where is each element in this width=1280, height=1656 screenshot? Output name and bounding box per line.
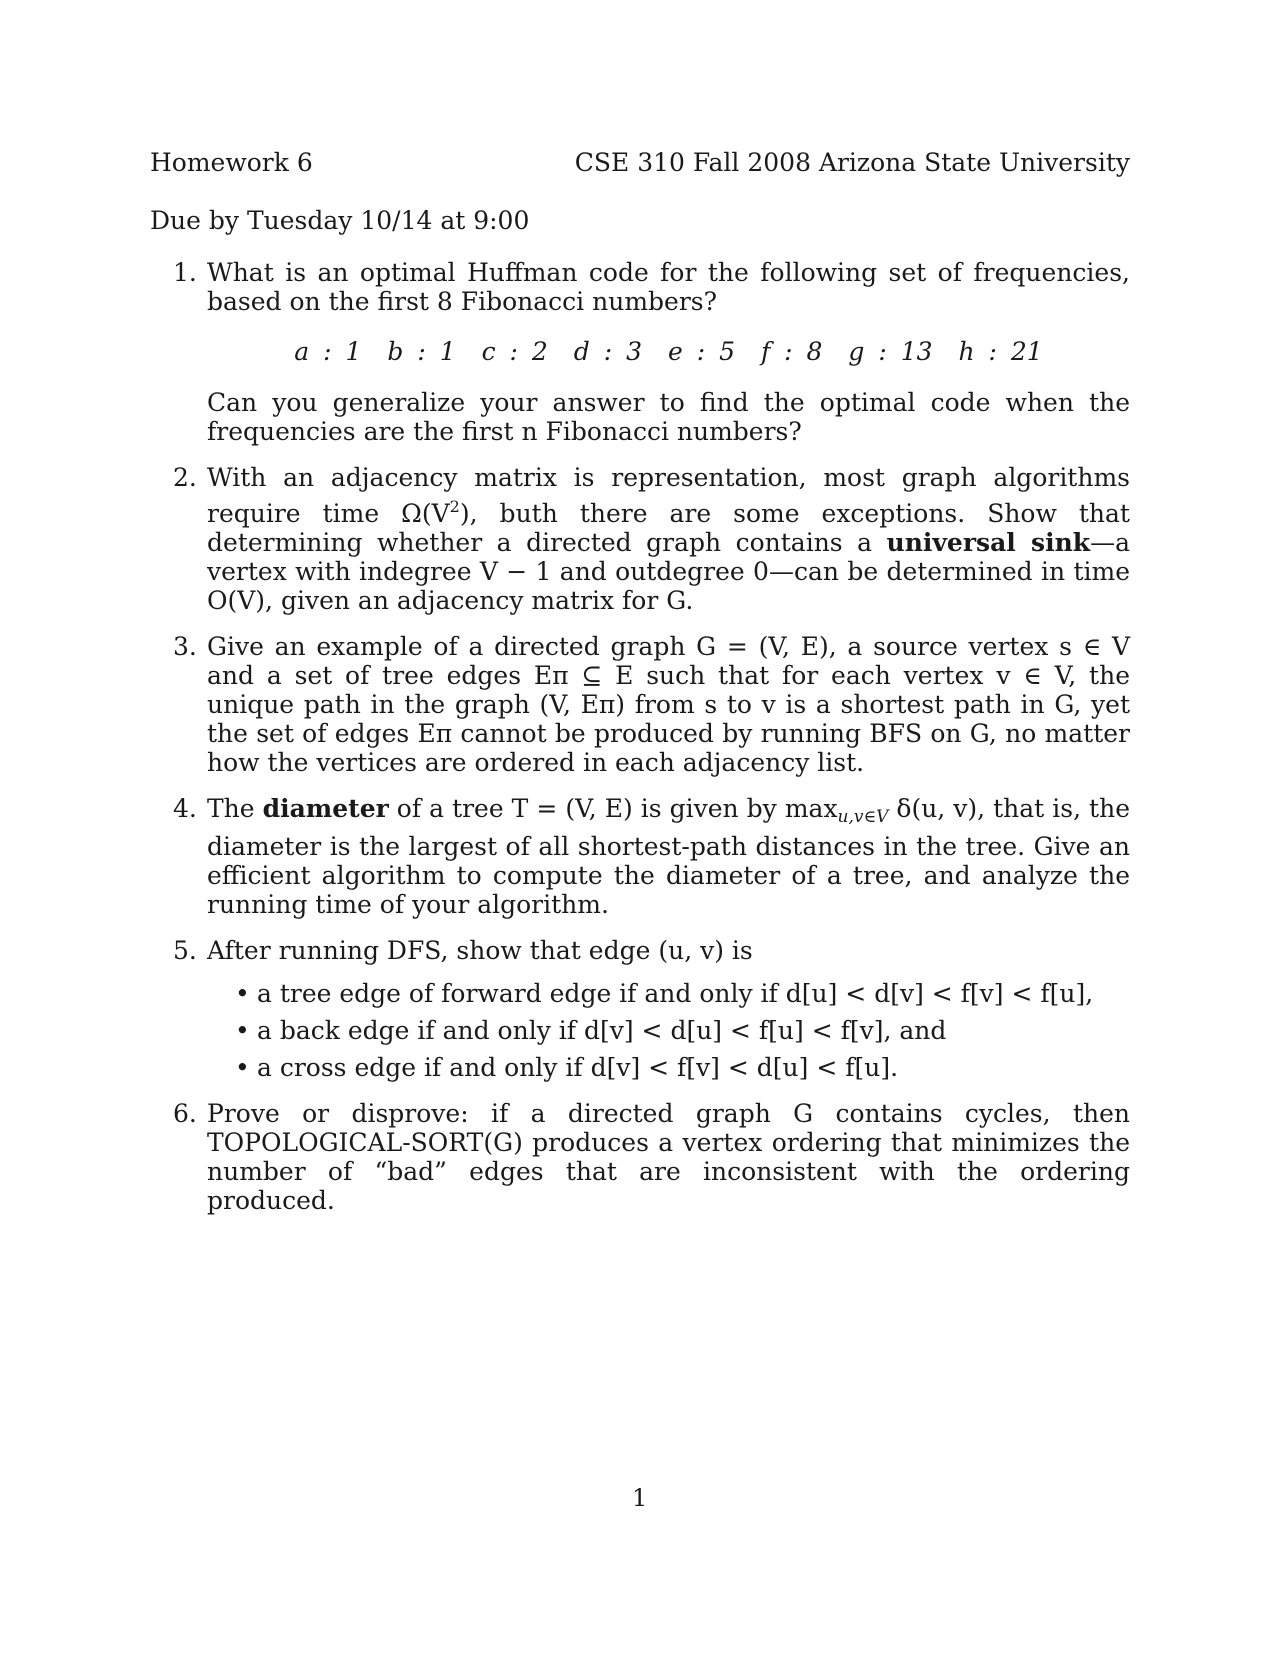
problem-text-part: ), buth there are some exceptions. Show that determining whether a directed graph contains a: [207, 499, 1130, 557]
problem-5: [150, 936, 1130, 1082]
list-item: [207, 979, 1130, 1008]
frequency-item: h : 21: [958, 337, 1043, 366]
frequency-item: f : 8: [760, 337, 823, 366]
edge-conditions-list: [207, 979, 1130, 1082]
problem-text: What is an optimal Huffman code for the following set of frequencies, based on the first 8 Fibonacci numbers?: [207, 258, 1130, 316]
frequency-item: b : 1: [387, 337, 456, 366]
problem-number: 5.: [173, 936, 197, 965]
problem-4: [150, 794, 1130, 919]
problem-number: 1.: [173, 258, 197, 287]
bullet-icon: •: [235, 1016, 250, 1045]
superscript: 2: [449, 497, 460, 516]
term-diameter: diameter: [262, 794, 389, 823]
list-item-text: a tree edge of forward edge if and only if d[u] < d[v] < f[v] < f[u],: [257, 979, 1094, 1008]
course-info: CSE 310 Fall 2008 Arizona State University: [574, 148, 1130, 177]
frequency-item: g : 13: [848, 337, 933, 366]
frequency-item: a : 1: [294, 337, 362, 366]
problem-text-part: of a tree T = (V, E) is given by max: [388, 794, 838, 823]
page-number: 1: [632, 1484, 648, 1512]
problem-number: 6.: [173, 1099, 197, 1128]
list-item: [207, 1053, 1130, 1082]
problem-2: [150, 463, 1130, 615]
problem-number: 2.: [173, 463, 197, 492]
frequency-item: c : 2: [481, 337, 548, 366]
problem-text: After running DFS, show that edge (u, v) is: [207, 936, 753, 965]
problem-text-part: The: [207, 794, 263, 823]
homework-title: Homework 6: [150, 148, 313, 177]
list-item-text: a back edge if and only if d[v] < d[u] < f[u] < f[v], and: [257, 1016, 947, 1045]
problem-followup: Can you generalize your answer to find the optimal code when the frequencies are the first n Fibonacci numbers?: [207, 388, 1130, 446]
problem-text: Prove or disprove: if a directed graph G contains cycles, then TOPOLOGICAL-SORT(G) produces a vertex ordering that minimizes the number of “bad” edges that are inconsistent with the ordering produced.: [207, 1099, 1130, 1215]
problem-text: [207, 794, 1130, 919]
frequency-list: [207, 337, 1130, 366]
problem-text-part: With an adjacency matrix is representation, most graph algorithms require time Ω(V: [207, 463, 1130, 528]
problem-1: [150, 258, 1130, 446]
list-item-text: a cross edge if and only if d[v] < f[v] < d[u] < f[u].: [257, 1053, 899, 1082]
bullet-icon: •: [235, 979, 250, 1008]
problem-text-part: δ(u, v), that is, the diameter is the largest of all shortest-path distances in the tree. Give an efficient algorithm to compute the diameter of a tree, and analyze the running time of your algorithm.: [207, 794, 1130, 919]
list-item: [207, 1016, 1130, 1045]
problem-text-part: —a vertex with indegree V − 1 and outdegree 0—can be determined in time O(V), given an adjacency matrix for G.: [207, 528, 1130, 615]
problem-list: [150, 258, 1130, 1232]
problem-number: 4.: [173, 794, 197, 823]
subscript: u,v∈V: [837, 807, 889, 827]
problem-number: 3.: [173, 632, 197, 661]
problem-text: [207, 463, 1130, 615]
due-date: Due by Tuesday 10/14 at 9:00: [150, 206, 530, 235]
problem-6: [150, 1099, 1130, 1215]
term-universal-sink: universal sink: [886, 528, 1091, 557]
problem-3: [150, 632, 1130, 777]
bullet-icon: •: [235, 1053, 250, 1082]
frequency-item: e : 5: [667, 337, 735, 366]
frequency-item: d : 3: [573, 337, 642, 366]
problem-text: Give an example of a directed graph G = (V, E), a source vertex s ∈ V and a set of tree edges Eπ ⊆ E such that for each vertex v ∈ V, the unique path in the graph (V, Eπ) from s to v is a shortest path in G, yet the set of edges Eπ cannot be produced by running BFS on G, no matter how the vertices are ordered in each adjacency list.: [207, 632, 1130, 777]
